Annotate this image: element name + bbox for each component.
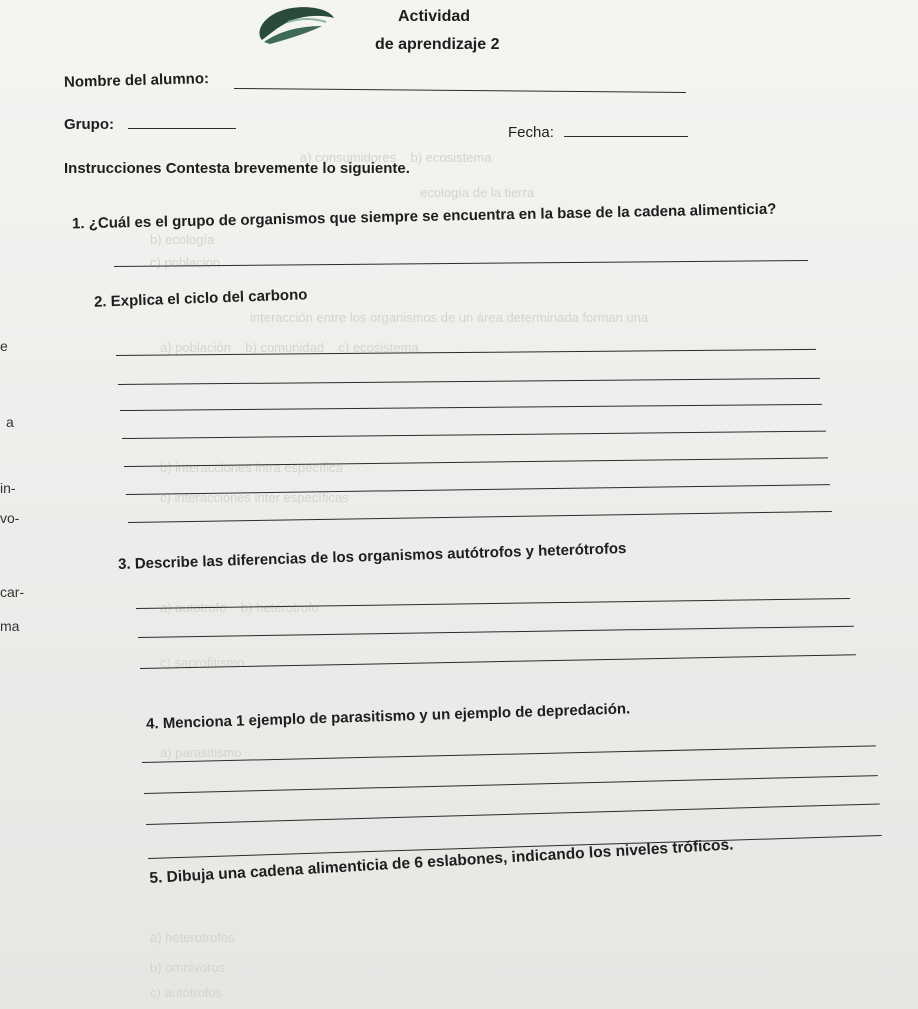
question-text: Describe las diferencias de los organismos autótrofos y heterótrofos: [134, 540, 627, 573]
answer-line-q4[interactable]: [144, 775, 878, 794]
margin-fragment: a: [6, 414, 14, 430]
question-number: 5.: [148, 869, 163, 888]
question-number: 4.: [145, 715, 159, 733]
margin-fragment: ma: [0, 618, 20, 634]
margin-fragment: in-: [0, 480, 16, 496]
answer-line-q2[interactable]: [122, 431, 826, 439]
student-name-line[interactable]: [234, 88, 686, 93]
answer-line-q2[interactable]: [118, 378, 820, 385]
answer-line-q2[interactable]: [120, 404, 822, 411]
question-text: Dibuja una cadena alimenticia de 6 eslabones, indicando los niveles tróficos.: [166, 836, 734, 887]
group-line[interactable]: [128, 128, 236, 129]
question-text: Explica el ciclo del carbono: [110, 286, 308, 311]
answer-line-q4[interactable]: [142, 745, 876, 763]
question-number: 1.: [71, 215, 85, 233]
answer-line-q3[interactable]: [140, 654, 856, 669]
question-3: [118, 540, 627, 573]
date-line[interactable]: [564, 136, 688, 137]
question-4: [146, 700, 631, 732]
answer-line-q3[interactable]: [138, 626, 854, 638]
group-label: Grupo:: [64, 116, 114, 133]
school-logo-icon: [248, 2, 348, 48]
question-text: Menciona 1 ejemplo de parasitismo y un ejemplo de depredación.: [162, 700, 631, 733]
date-label: Fecha:: [508, 124, 554, 141]
worksheet-title-line2: de aprendizaje 2: [375, 36, 500, 53]
question-text: ¿Cuál es el grupo de organismos que siempre se encuentra en la base de la cadena alimenticia?: [88, 200, 777, 233]
margin-fragment: vo-: [0, 510, 20, 526]
question-1: [72, 201, 777, 233]
question-2: [94, 286, 308, 310]
margin-fragment: car-: [0, 584, 25, 600]
worksheet-page: a) consumidores b) ecosistema ecología de la tierra b) ecología c) poblacion interacción entre los organismos de un área determinada forman una a) población b) comunidad c) ecosistema b) interacciones intra específica c) interacciones inter específicas a) autotrofo b) heterotrofo c) saprofitismo a) parasitismo a) heterotrofos b) omnivoros c) autótrofos Actividad de aprendizaje 2 Nombre del alumno: Grupo: Fecha: Instrucciones Contesta brevemente lo siguiente. 1. ¿Cuál es el grupo de organismos que siempre se encuentra en la base de la cadena alimenticia? 2. Explica el ciclo del carbono 3. Describe las diferencias de los organismos autótrofos y heterótrofos 4. Menciona 1 ejemplo de parasitismo y un ejemplo de depredación. 5. Dibuja una cadena alimenticia de 6 eslabones, indicando los niveles tróficos. e a in- vo- car- ma: [0, 0, 918, 1009]
worksheet-title-line1: Actividad: [398, 8, 471, 25]
question-number: 3.: [117, 555, 131, 573]
question-number: 2.: [93, 293, 107, 311]
student-name-label: Nombre del alumno:: [63, 70, 210, 91]
answer-line-q4[interactable]: [146, 804, 880, 825]
answer-line-q2[interactable]: [128, 511, 832, 523]
question-5: [149, 836, 734, 888]
margin-fragment: e: [0, 338, 8, 354]
instructions-text: Instrucciones Contesta brevemente lo siguiente.: [64, 160, 410, 177]
